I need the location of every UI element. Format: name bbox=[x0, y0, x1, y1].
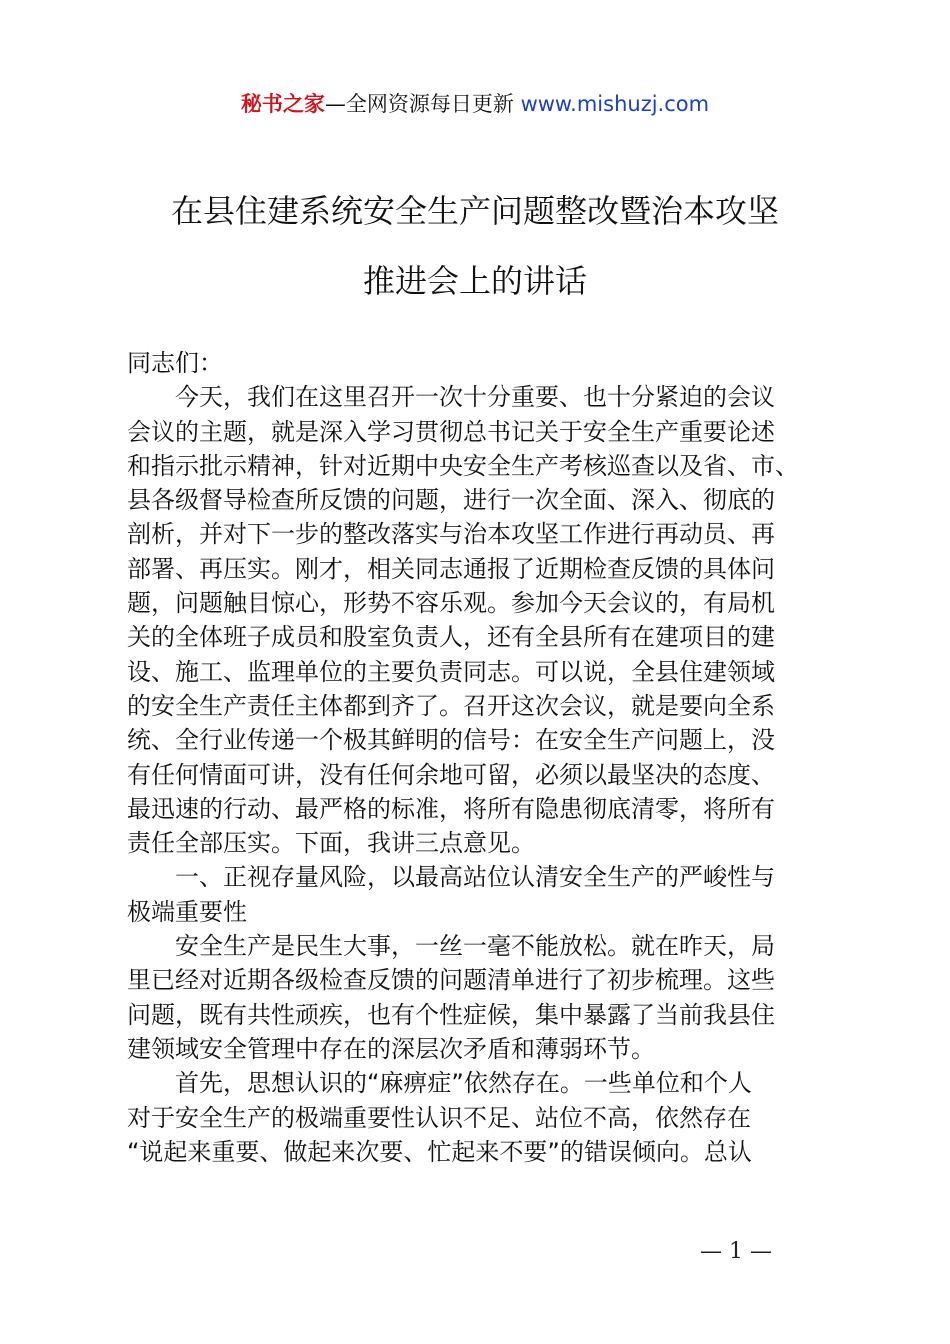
body-line: 同志们： bbox=[127, 349, 223, 377]
brand-name[interactable]: 秘书之家 bbox=[240, 92, 325, 116]
site-header bbox=[0, 88, 950, 120]
body-line: 题，问题触目惊心，形势不容乐观。参加今天会议的，有局机 bbox=[127, 589, 775, 618]
body-line: 责任全部压实。下面，我讲三点意见。 bbox=[127, 829, 535, 858]
body-line: 会议的主题，就是深入学习贯彻总书记关于安全生产重要论述 bbox=[127, 417, 775, 446]
body-line: 安全生产是民生大事，一丝一毫不能放松。就在昨天，局 bbox=[127, 932, 775, 961]
body-line: 统、全行业传递一个极其鲜明的信号：在安全生产问题上，没 bbox=[127, 726, 775, 755]
body-line: 对于安全生产的极端重要性认识不足、站位不高，依然存在 bbox=[127, 1103, 751, 1132]
body-line: 剖析，并对下一步的整改落实与治本攻坚工作进行再动员、再 bbox=[127, 520, 775, 549]
body-line: 问题，既有共性顽疾，也有个性症候，集中暴露了当前我县住 bbox=[127, 1000, 775, 1029]
body-line: 里已经对近期各级检查反馈的问题清单进行了初步梳理。这些 bbox=[127, 966, 775, 995]
document-title-line-2: 推进会上的讲话 bbox=[362, 262, 587, 300]
body-line: 设、施工、监理单位的主要负责同志。可以说，全县住建领域 bbox=[127, 657, 775, 686]
section-heading-line: 极端重要性 bbox=[127, 897, 247, 926]
body-line: 今天，我们在这里召开一次十分重要、也十分紧迫的会议 bbox=[127, 383, 775, 412]
body-line: 有任何情面可讲，没有任何余地可留，必须以最坚决的态度、 bbox=[127, 760, 775, 789]
body-line: 建领域安全管理中存在的深层次矛盾和薄弱环节。 bbox=[127, 1034, 655, 1063]
body-line: 县各级督导检查所反馈的问题，进行一次全面、深入、彻底的 bbox=[127, 486, 775, 515]
body-line: 的安全生产责任主体都到齐了。召开这次会议，就是要向全系 bbox=[127, 691, 775, 720]
header-slogan: —全网资源每日更新 bbox=[324, 92, 514, 116]
body-line: 和指示批示精神，针对近期中央安全生产考核巡查以及省、市、 bbox=[127, 451, 799, 480]
body-line: 部署、再压实。刚才，相关同志通报了近期检查反馈的具体问 bbox=[127, 554, 775, 583]
body-line: “说起来重要、做起来次要、忙起来不要”的错误倾向。总认 bbox=[127, 1137, 752, 1166]
page-number: — 1 — bbox=[700, 1239, 772, 1264]
body-line: 最迅速的行动、最严格的标准，将所有隐患彻底清零，将所有 bbox=[127, 794, 775, 823]
document-title-line-1: 在县住建系统安全生产问题整改暨治本攻坚 bbox=[170, 192, 779, 230]
body-line: 首先，思想认识的“麻痹症”依然存在。一些单位和个人 bbox=[127, 1069, 752, 1098]
body-line: 关的全体班子成员和股室负责人，还有全县所有在建项目的建 bbox=[127, 623, 775, 652]
site-url-link[interactable]: www.mishuzj.com bbox=[520, 92, 710, 116]
section-heading-line: 一、正视存量风险，以最高站位认清安全生产的严峻性与 bbox=[127, 863, 775, 892]
speech-body bbox=[127, 346, 837, 1169]
